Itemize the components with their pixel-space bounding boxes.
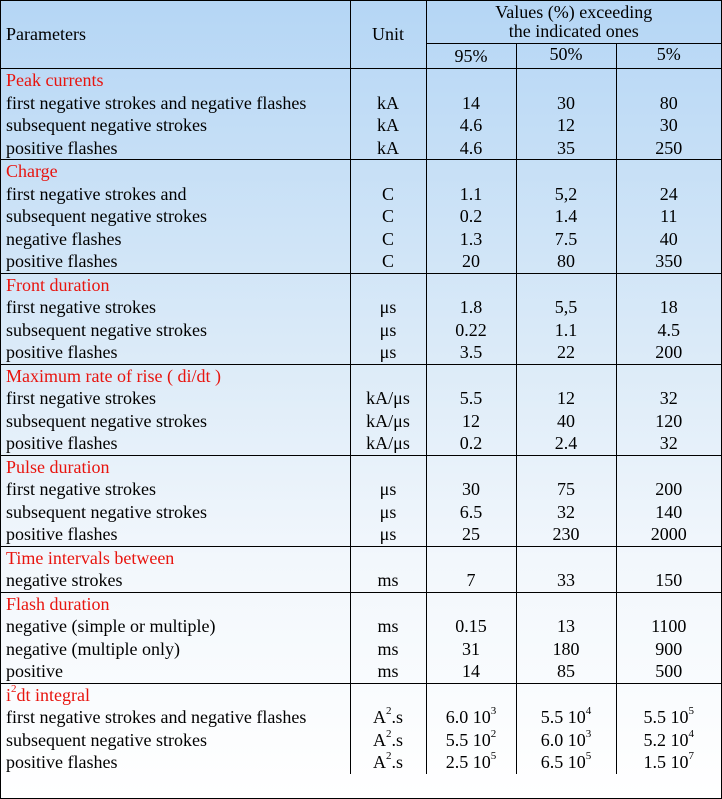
value-v95: 1.1 <box>426 183 516 206</box>
row-unit <box>350 706 426 729</box>
value-v5: 80 <box>659 92 678 113</box>
value-v5: 1100 <box>651 616 687 636</box>
empty-value-cell <box>426 683 516 706</box>
table-row <box>1 183 721 206</box>
row-label: first negative strokes <box>1 478 350 501</box>
value-v95: 1.8 <box>426 296 516 319</box>
value-v5 <box>616 706 721 729</box>
value-v95-mantissa: 2.5 10 <box>445 752 491 772</box>
table-row <box>1 341 721 364</box>
row-label: first negative strokes and negative flashes <box>1 92 350 115</box>
row-label: subsequent negative strokes <box>1 114 350 137</box>
header-parameters: Parameters <box>1 1 350 69</box>
row-label: subsequent negative strokes <box>1 319 350 342</box>
table-row <box>1 569 721 592</box>
row-label: positive flashes <box>1 523 350 546</box>
table-body <box>1 69 721 774</box>
value-v50: 80 <box>516 250 616 273</box>
value-v50: 7.5 <box>516 228 616 251</box>
table-row <box>1 410 721 433</box>
section-title: Flash duration <box>1 592 350 615</box>
section-title: Maximum rate of rise ( di/dt ) <box>1 364 350 387</box>
table-row <box>1 660 721 683</box>
value-v95: 12 <box>426 410 516 433</box>
value-v5: 11 <box>660 206 678 226</box>
header-values-line1: Values (%) exceeding <box>495 2 653 22</box>
section-title: Time intervals between <box>1 546 350 569</box>
empty-unit-cell <box>350 592 426 615</box>
row-unit: kA <box>350 137 426 160</box>
value-v5: 4.5 <box>657 319 681 340</box>
row-unit-base: A <box>372 729 386 750</box>
value-v95-mantissa: 5.5 10 <box>445 729 491 750</box>
empty-value-cell <box>616 160 721 183</box>
value-v5-exponent: 7 <box>688 750 695 762</box>
value-v50: 230 <box>516 523 616 546</box>
section-title: Front duration <box>1 273 350 296</box>
row-unit: C <box>350 205 426 228</box>
row-unit: kA <box>350 92 426 115</box>
empty-value-cell <box>516 273 616 296</box>
value-v95: 4.6 <box>426 137 516 160</box>
row-unit: μs <box>350 501 426 524</box>
row-unit: μs <box>350 296 426 319</box>
value-v50-exponent: 5 <box>585 750 592 762</box>
empty-unit-cell <box>350 364 426 387</box>
empty-value-cell <box>426 273 516 296</box>
row-unit: kA/μs <box>350 432 426 455</box>
value-v5: 350 <box>655 251 683 271</box>
row-unit: μs <box>350 478 426 501</box>
value-v95 <box>426 729 516 752</box>
empty-value-cell <box>426 546 516 569</box>
row-unit: μs <box>350 523 426 546</box>
table-row <box>1 478 721 501</box>
value-v95: 1.3 <box>426 228 516 251</box>
section-title-row <box>1 160 721 183</box>
row-label: first negative strokes <box>1 387 350 410</box>
value-v50: 75 <box>516 478 616 501</box>
value-v95: 25 <box>426 523 516 546</box>
value-v95: 6.5 <box>426 501 516 524</box>
value-v5: 2000 <box>650 524 687 544</box>
value-v5: 250 <box>655 137 683 158</box>
table-row <box>1 387 721 410</box>
table-row <box>1 137 721 160</box>
empty-value-cell <box>426 455 516 478</box>
value-v5: 40 <box>659 228 678 249</box>
value-v50: 40 <box>516 410 616 433</box>
value-v95: 14 <box>426 660 516 683</box>
value-v5: 32 <box>659 388 678 408</box>
row-unit <box>350 751 426 774</box>
empty-unit-cell <box>350 455 426 478</box>
table-row <box>1 706 721 729</box>
value-v5: 150 <box>655 570 683 590</box>
table-row <box>1 250 721 273</box>
empty-value-cell <box>426 69 516 92</box>
row-unit: C <box>350 250 426 273</box>
row-label: positive <box>1 660 350 683</box>
value-v5-exponent: 5 <box>688 705 695 717</box>
value-v50: 2.4 <box>516 432 616 455</box>
table-row <box>1 615 721 638</box>
row-label: negative (simple or multiple) <box>1 615 350 638</box>
section-title-sup: 2 <box>11 682 17 695</box>
empty-value-cell <box>516 364 616 387</box>
row-unit: ms <box>350 615 426 638</box>
row-unit-sup: 2 <box>385 750 392 762</box>
value-v50: 85 <box>516 660 616 683</box>
row-label: positive flashes <box>1 250 350 273</box>
section-title-row <box>1 683 721 706</box>
value-v5: 18 <box>659 297 678 317</box>
value-v50: 13 <box>516 615 616 638</box>
row-unit: kA/μs <box>350 387 426 410</box>
empty-value-cell <box>516 69 616 92</box>
row-unit-rest: .s <box>391 729 403 750</box>
section-title-rest: dt integral <box>16 684 90 705</box>
header-values-line2: the indicated ones <box>508 21 639 41</box>
value-v50: 33 <box>516 569 616 592</box>
value-v95: 14 <box>426 92 516 115</box>
value-v95: 0.2 <box>426 205 516 228</box>
row-unit-base: A <box>372 707 386 727</box>
row-label: subsequent negative strokes <box>1 205 350 228</box>
row-unit: kA/μs <box>350 410 426 433</box>
table-row <box>1 319 721 342</box>
value-v5: 200 <box>655 342 683 362</box>
value-v95-exponent: 5 <box>490 750 497 762</box>
value-v5-mantissa: 5.2 10 <box>643 729 689 750</box>
table-row <box>1 523 721 546</box>
value-v50-mantissa: 5.5 10 <box>540 707 586 727</box>
empty-value-cell <box>516 160 616 183</box>
empty-value-cell <box>516 546 616 569</box>
value-v5-mantissa: 1.5 10 <box>643 752 689 772</box>
value-v5: 24 <box>659 183 678 204</box>
value-v50: 32 <box>516 501 616 524</box>
value-v50: 12 <box>516 114 616 137</box>
value-v5: 120 <box>655 410 683 431</box>
empty-value-cell <box>426 592 516 615</box>
empty-value-cell <box>516 592 616 615</box>
table-row <box>1 92 721 115</box>
value-v50 <box>516 706 616 729</box>
value-v50: 5,5 <box>516 296 616 319</box>
value-v95: 7 <box>426 569 516 592</box>
value-v5: 900 <box>655 638 683 659</box>
value-v95-exponent: 3 <box>490 705 497 717</box>
section-title-row <box>1 592 721 615</box>
row-label: negative (multiple only) <box>1 638 350 661</box>
row-unit-base: A <box>372 752 386 772</box>
value-v95 <box>426 706 516 729</box>
section-title-row <box>1 69 721 92</box>
value-v5: 200 <box>655 479 683 499</box>
value-v95: 30 <box>426 478 516 501</box>
row-unit: μs <box>350 341 426 364</box>
value-v50: 1.4 <box>516 205 616 228</box>
row-unit: kA <box>350 114 426 137</box>
empty-unit-cell <box>350 273 426 296</box>
section-title-row <box>1 273 721 296</box>
value-v50 <box>516 729 616 752</box>
value-v50: 35 <box>516 137 616 160</box>
empty-value-cell <box>616 592 721 615</box>
value-v95-mantissa: 6.0 10 <box>445 707 491 727</box>
header-values <box>426 1 721 44</box>
value-v50-mantissa: 6.5 10 <box>540 752 586 772</box>
value-v5 <box>616 751 721 774</box>
value-v5: 30 <box>659 115 678 135</box>
value-v5 <box>616 729 721 752</box>
section-title-row <box>1 455 721 478</box>
row-label: first negative strokes and <box>1 183 350 206</box>
section-title: Pulse duration <box>1 455 350 478</box>
value-v5: 140 <box>655 501 683 522</box>
row-unit-rest: .s <box>391 707 403 727</box>
empty-value-cell <box>616 364 721 387</box>
value-v50 <box>516 751 616 774</box>
value-v95: 0.2 <box>426 432 516 455</box>
value-v5: 32 <box>659 433 678 453</box>
row-label: subsequent negative strokes <box>1 410 350 433</box>
table-row <box>1 638 721 661</box>
header-p95: 95% <box>426 44 516 69</box>
row-unit: ms <box>350 638 426 661</box>
section-title-row <box>1 364 721 387</box>
value-v95: 20 <box>426 250 516 273</box>
value-v5-mantissa: 5.5 10 <box>643 707 689 727</box>
row-label: positive flashes <box>1 137 350 160</box>
table-row <box>1 205 721 228</box>
row-label: first negative strokes <box>1 296 350 319</box>
row-unit: μs <box>350 319 426 342</box>
section-title: Peak currents <box>1 69 350 92</box>
value-v95 <box>426 751 516 774</box>
header-unit: Unit <box>350 1 426 69</box>
row-unit: C <box>350 183 426 206</box>
lightning-parameters-table <box>1 1 721 774</box>
empty-value-cell <box>616 455 721 478</box>
row-label: first negative strokes and negative flashes <box>1 706 350 729</box>
value-v95: 0.15 <box>426 615 516 638</box>
empty-unit-cell <box>350 160 426 183</box>
section-title-row <box>1 546 721 569</box>
section-title: Charge <box>1 160 350 183</box>
row-unit-rest: .s <box>391 752 403 772</box>
value-v95: 3.5 <box>426 341 516 364</box>
header-p50: 50% <box>516 44 616 69</box>
table-row <box>1 729 721 752</box>
row-label: positive flashes <box>1 341 350 364</box>
table-row <box>1 296 721 319</box>
value-v50-exponent: 4 <box>585 705 592 717</box>
value-v95: 31 <box>426 638 516 661</box>
section-title-base: i <box>6 684 12 705</box>
value-v50: 5,2 <box>516 183 616 206</box>
value-v50-mantissa: 6.0 10 <box>540 729 586 750</box>
header-p5: 5% <box>616 44 721 69</box>
empty-unit-cell <box>350 683 426 706</box>
row-unit: ms <box>350 660 426 683</box>
value-v50: 22 <box>516 341 616 364</box>
row-unit <box>350 729 426 752</box>
value-v95: 4.6 <box>426 114 516 137</box>
value-v5-exponent: 4 <box>688 727 695 740</box>
empty-value-cell <box>616 683 721 706</box>
table-row <box>1 228 721 251</box>
row-label: subsequent negative strokes <box>1 729 350 752</box>
row-label: negative strokes <box>1 569 350 592</box>
value-v50-exponent: 3 <box>585 727 592 740</box>
table-row <box>1 432 721 455</box>
row-label: positive flashes <box>1 751 350 774</box>
table-row <box>1 751 721 774</box>
value-v95-exponent: 2 <box>490 727 497 740</box>
value-v50: 180 <box>516 638 616 661</box>
row-unit-sup: 2 <box>385 705 392 717</box>
row-unit: C <box>350 228 426 251</box>
empty-value-cell <box>616 273 721 296</box>
row-label: subsequent negative strokes <box>1 501 350 524</box>
empty-value-cell <box>616 69 721 92</box>
value-v95: 5.5 <box>426 387 516 410</box>
table-header <box>1 1 721 69</box>
empty-value-cell <box>616 546 721 569</box>
table-row <box>1 114 721 137</box>
empty-value-cell <box>426 160 516 183</box>
empty-unit-cell <box>350 546 426 569</box>
table-row <box>1 501 721 524</box>
value-v50: 30 <box>516 92 616 115</box>
row-label: negative flashes <box>1 228 350 251</box>
row-unit-sup: 2 <box>385 727 392 740</box>
value-v50: 1.1 <box>516 319 616 342</box>
value-v5: 500 <box>655 661 683 681</box>
empty-value-cell <box>426 364 516 387</box>
row-unit: ms <box>350 569 426 592</box>
empty-value-cell <box>516 683 616 706</box>
empty-unit-cell <box>350 69 426 92</box>
value-v50: 12 <box>516 387 616 410</box>
section-title <box>1 683 350 706</box>
row-label: positive flashes <box>1 432 350 455</box>
value-v95: 0.22 <box>426 319 516 342</box>
empty-value-cell <box>516 455 616 478</box>
